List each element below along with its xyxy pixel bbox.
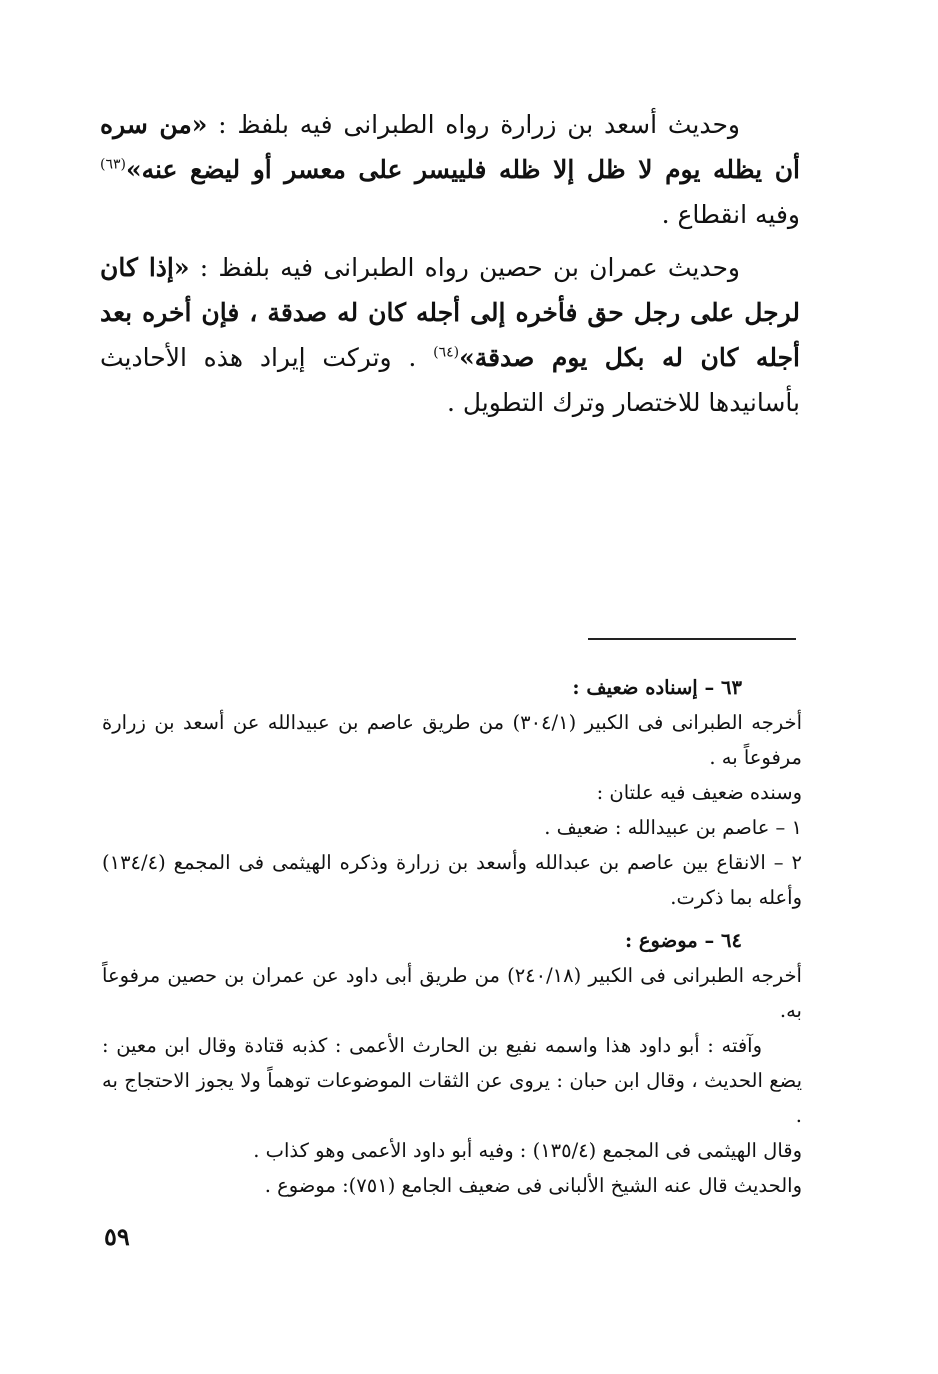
footnote-64-line: والحديث قال عنه الشيخ الألبانى فى ضعيف الجامع (٧٥١): موضوع .: [264, 1174, 802, 1197]
p2-hadith-quote: «إذا كان لرجل على رجل حق فأخره إلى أجله كان له صدقة ، فإن أخره بعد أجله كان له بكل يوم صدقة»: [100, 253, 800, 372]
footnote-63-line: وسنده ضعيف فيه علتان :: [596, 781, 802, 804]
footnote-ref-63[interactable]: (٦٣): [100, 156, 126, 173]
footnote-63-heading: ٦٣ – إسناده ضعيف :: [572, 676, 742, 699]
footnote-64-line: وقال الهيثمى فى المجمع (١٣٥/٤) : وفيه أبو داود الأعمى وهو كذاب .: [253, 1139, 802, 1162]
p2-intro: وحديث عمران بن حصين رواه الطبرانى فيه بلفظ :: [189, 253, 740, 282]
p1-hadith-quote: «من سره أن يظله يوم لا ظل إلا ظله فلييسر على معسر أو ليضع عنه»: [100, 110, 800, 184]
footnote-63-line: أخرجه الطبرانى فى الكبير (٣٠٤/١) من طريق عاصم بن عبيدالله عن أسعد بن زرارة مرفوعاً به .: [102, 711, 802, 769]
paragraph-asad-hadith: [100, 102, 800, 237]
footnote-63-line: ٢ – الانقاع بين عاصم بن عبدالله وأسعد بن زرارة وذكره الهيثمى فى المجمع (١٣٤/٤) وأعله بما ذكرت.: [102, 851, 802, 909]
paragraph-imran-hadith: [100, 245, 800, 425]
footnote-separator: [588, 638, 796, 640]
footnote-64-heading: ٦٤ – موضوع :: [624, 929, 742, 952]
footnote-64-line: أخرجه الطبرانى فى الكبير (٢٤٠/١٨) من طريق أبى داود عن عمران بن حصين مرفوعاً به.: [102, 964, 802, 1022]
footnotes: [102, 670, 802, 1203]
footnote-64-line: وآفته : أبو داود هذا واسمه نفيع بن الحارث الأعمى : كذبه قتادة وقال ابن معين : يضع الحديث ، وقال ابن حبان : يروى عن الثقات الموضوعات توهماً ولا يجوز الاحتجاج به .: [102, 1034, 802, 1127]
footnote-ref-64[interactable]: (٦٤): [433, 344, 460, 361]
main-text: [100, 102, 800, 433]
p1-intro: وحديث أسعد بن زرارة رواه الطبرانى فيه بلفظ :: [207, 110, 740, 139]
page-number: ٥٩: [104, 1222, 130, 1251]
p1-ending: وفيه انقطاع .: [661, 200, 800, 229]
footnote-63-line: ١ – عاصم بن عبيدالله : ضعيف .: [544, 816, 802, 839]
p2-ending: . وتركت إيراد هذه الأحاديث بأسانيدها للاختصار وترك التطويل .: [100, 343, 800, 417]
